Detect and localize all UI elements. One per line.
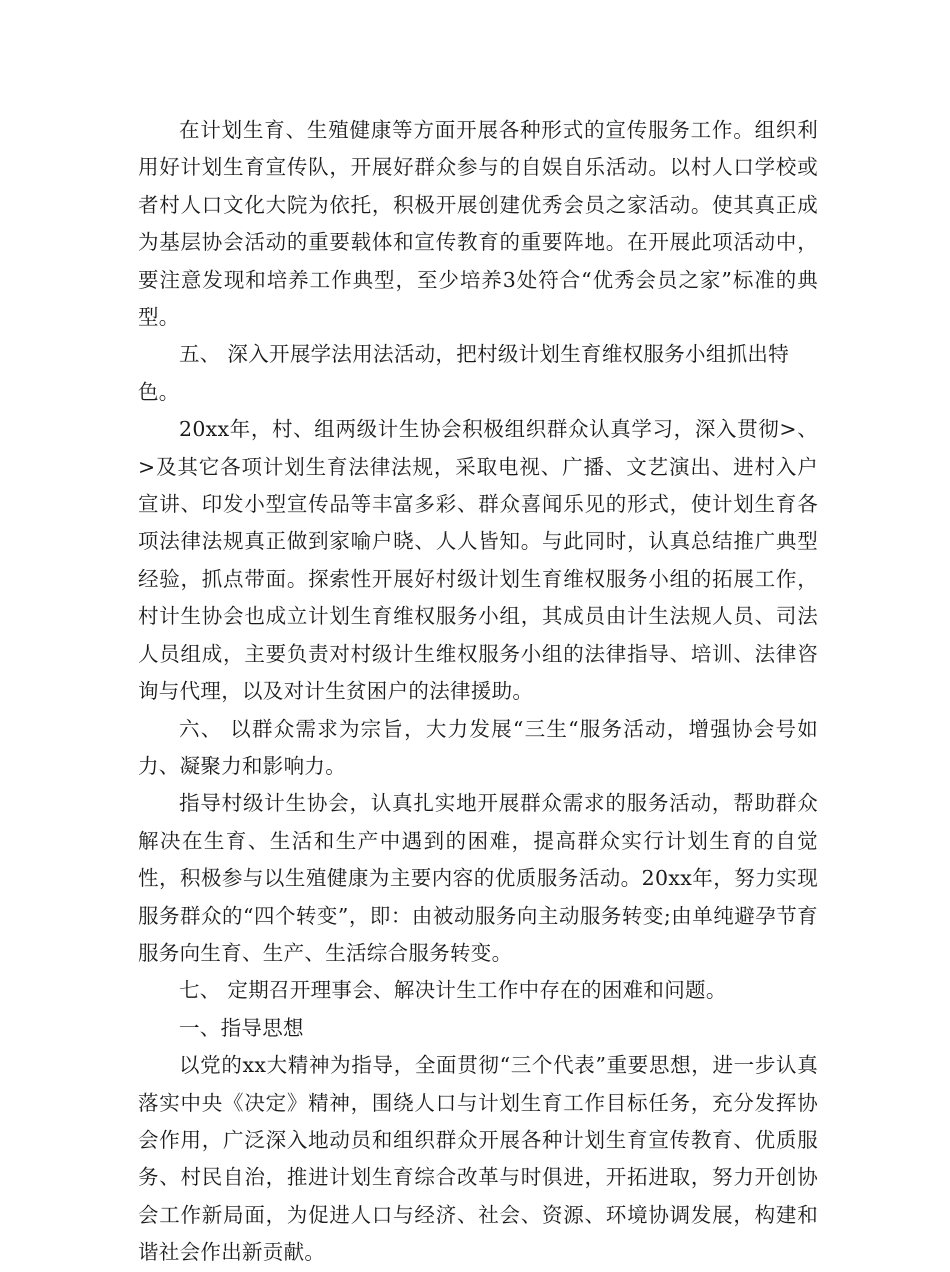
paragraph-legal-study: 20xx年，村、组两级计生协会积极组织群众认真学习，深入贯彻>、>及其它各项计划生育法律法规，采取电视、广播、文艺演出、进村入户宣讲、印发小型宣传品等丰富多彩、群众喜闻乐见的形式，使计划生育各项法律法规真正做到家喻户晓、人人皆知。与此同时，认真总结推广典型经验，抓点带面。探索性开展好村级计划生育维权服务小组的拓展工作，村计生协会也成立计划生育维权服务小组，其成员由计生法规人员、司法人员组成，主要负责对村级计生维权服务小组的法律指导、培训、法律咨询与代理，以及对计生贫困户的法律援助。 xyxy=(138,417,818,704)
paragraph-propaganda-service: 在计划生育、生殖健康等方面开展各种形式的宣传服务工作。组织利用好计划生育宣传队，开展好群众参与的自娱自乐活动。以村人口学校或者村人口文化大院为依托，积极开展创建优秀会员之家活动。使其真正成为基层协会活动的重要载体和宣传教育的重要阵地。在开展此项活动中，要注意发现和培养工作典型，至少培养3处符合“优秀会员之家”标准的典型。 xyxy=(138,118,818,330)
paragraph-service-activities: 指导村级计生协会，认真扎实地开展群众需求的服务活动，帮助群众解决在生育、生活和生产中遇到的困难，提高群众实行计划生育的自觉性，积极参与以生殖健康为主要内容的优质服务活动。20xx年，努力实现服务群众的“四个转变”，即：由被动服务向主动服务转变;由单纯避孕节育服务向生育、生产、生活综合服务转变。 xyxy=(138,791,818,965)
section-heading-seven: 七、 定期召开理事会、解决计生工作中存在的困难和问题。 xyxy=(179,978,727,1003)
paragraph-guiding-ideology: 以党的xx大精神为指导，全面贯彻“三个代表”重要思想，进一步认真落实中央《决定》精神，围绕人口与计划生育工作目标任务，充分发挥协会作用，广泛深入地动员和组织群众开展各种计划生育宣传教育、优质服务、村民自治，推进计划生育综合改革与时俱进，开拓进取，努力开创协会工作新局面，为促进人口与经济、社会、资源、环境协调发展，构建和谐社会作出新贡献。 xyxy=(138,1053,818,1265)
section-heading-five: 五、 深入开展学法用法活动，把村级计划生育维权服务小组抓出特色。 xyxy=(138,342,790,404)
document-body xyxy=(138,112,818,1272)
section-heading-guiding-ideology: 一、指导思想 xyxy=(179,1015,304,1040)
section-heading-six: 六、 以群众需求为宗旨，大力发展“三生“服务活动，增强协会号如力、凝聚力和影响力。 xyxy=(138,716,818,778)
